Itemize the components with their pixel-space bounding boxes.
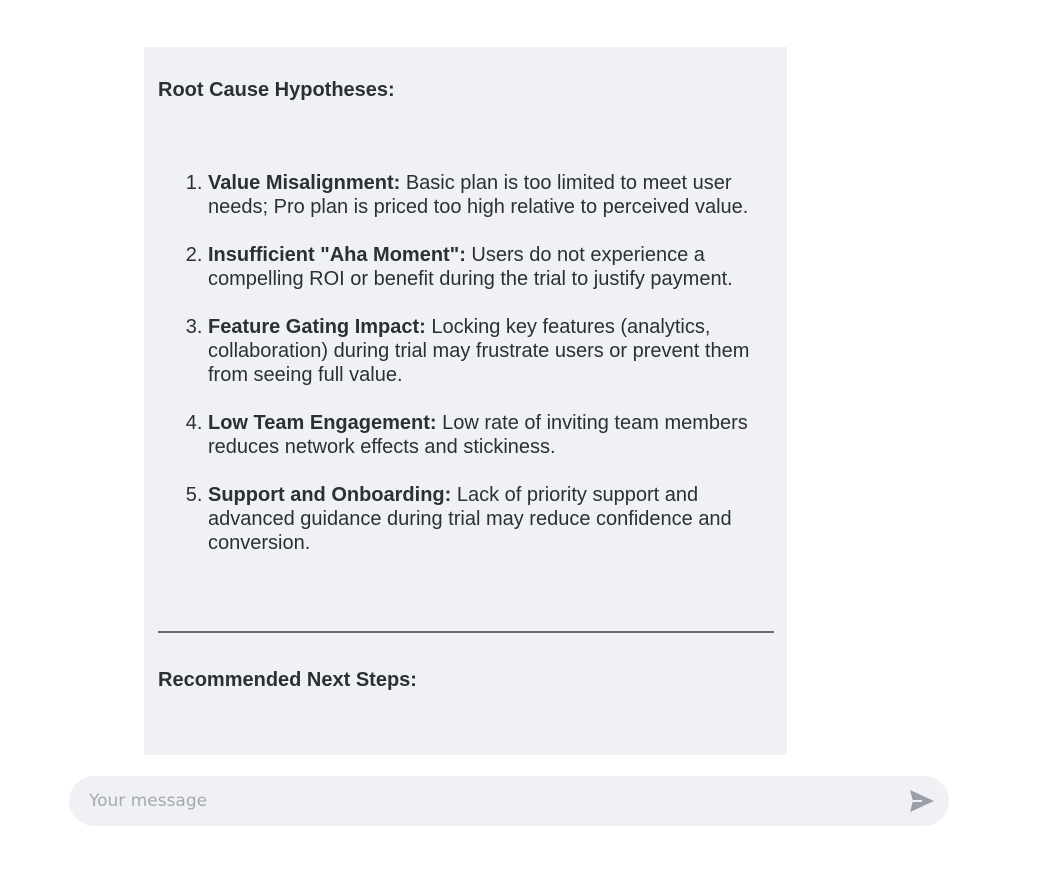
hypothesis-text: Lack of priority support and advanced guidance during trial may reduce confidence and conversion. xyxy=(208,484,732,554)
hypotheses-list xyxy=(158,171,773,555)
list-item xyxy=(208,483,773,555)
message-composer xyxy=(69,776,949,826)
assistant-message xyxy=(144,47,787,755)
list-item xyxy=(208,171,773,219)
section-divider xyxy=(158,631,774,633)
hypothesis-title: Value Misalignment: xyxy=(208,172,401,194)
hypothesis-text: Basic plan is too limited to meet user needs; Pro plan is priced too high relative to perceived value. xyxy=(208,172,749,218)
hypothesis-title: Feature Gating Impact: xyxy=(208,316,426,338)
list-item xyxy=(208,411,773,459)
hypothesis-title: Low Team Engagement: xyxy=(208,412,437,434)
next-steps-heading: Recommended Next Steps: xyxy=(158,669,417,691)
list-item xyxy=(208,243,773,291)
message-input[interactable] xyxy=(89,776,889,826)
send-icon xyxy=(909,789,935,813)
hypothesis-text: Users do not experience a compelling ROI or benefit during the trial to justify payment. xyxy=(208,244,733,290)
hypothesis-title: Insufficient "Aha Moment": xyxy=(208,244,466,266)
hypothesis-text: Low rate of inviting team members reduces network effects and stickiness. xyxy=(208,412,748,458)
hypothesis-title: Support and Onboarding: xyxy=(208,484,452,506)
root-cause-heading: Root Cause Hypotheses: xyxy=(158,79,395,101)
list-item xyxy=(208,315,773,387)
hypothesis-text: Locking key features (analytics, collaboration) during trial may frustrate users or prevent them from seeing full value. xyxy=(208,316,750,386)
send-button[interactable] xyxy=(909,789,935,813)
